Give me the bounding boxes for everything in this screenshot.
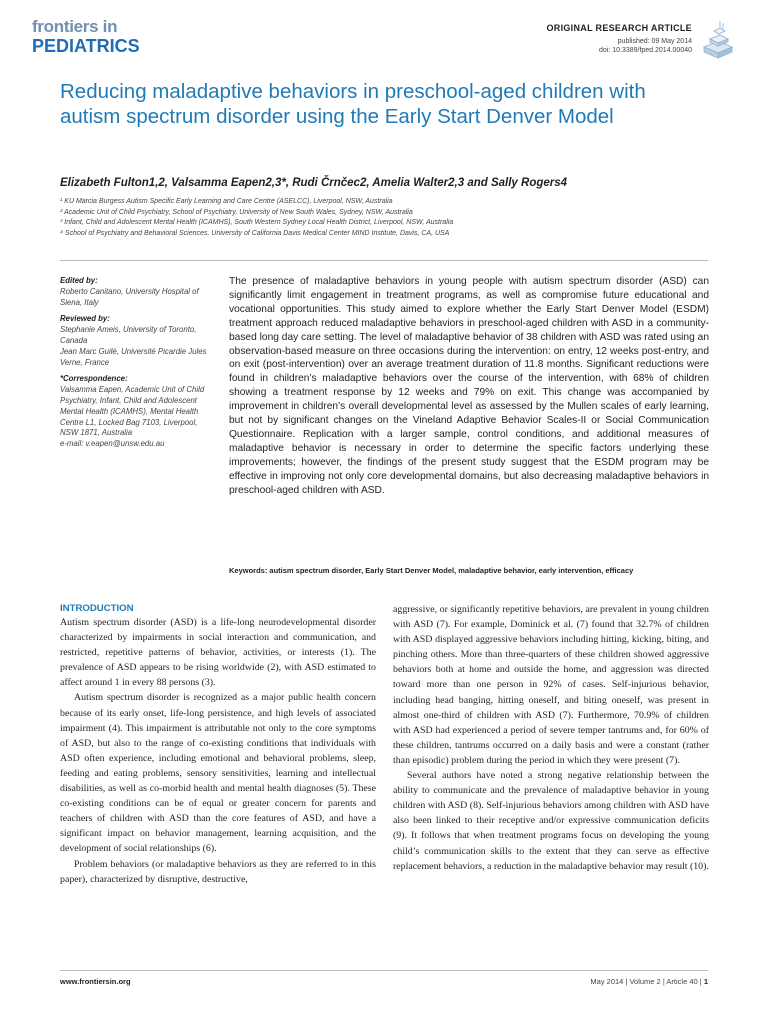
- paragraph: Several authors have noted a strong negative relationship between the ability to communicate and the prevalence of maladaptive behavior in young children with ASD (8). Self-injurious behaviors among children with ASD have also been linked to their receptive and/or expressive communication deficits (9). It follows that when treatment programs focus on developing the young child’s communication skills to the extent that they can serve as effective replacement behaviors, a reduction in the maladaptive behavior may result (10).: [393, 770, 709, 872]
- affiliation-3: ³ Infant, Child and Adolescent Mental Health (ICAMHS), South Western Sydney Local Health District, Liverpool, NSW, Australia: [60, 219, 454, 226]
- page-number: 1: [703, 977, 708, 986]
- correspondence: Valsamma Eapen, Academic Unit of Child Psychiatry, Infant, Child and Adolescent Mental Health (ICAMHS), Mental Health Centre L1, Locked Bag 7103, Liverpool, NSW 1871, Australia e-mail: v.eapen@unsw.edu.au: [60, 385, 205, 449]
- body-column-right: [393, 602, 709, 874]
- published-date: published: 09 May 2014: [617, 38, 692, 45]
- affiliation-1: ¹ KU Marcia Burgess Autism Specific Early Learning and Care Centre (ASELCC), Liverpool, NSW, Australia: [60, 198, 393, 205]
- affiliation-4: ⁴ School of Psychiatry and Behavioral Sciences, University of California Davis Medical Center MIND Institute, Davis, CA, USA: [60, 229, 450, 237]
- reviewed-by: Stephanie Ameis, University of Toronto, Canada Jean Marc Guilé, Université Picardie Jules Verne, France: [60, 325, 207, 367]
- doi: doi: 10.3389/fped.2014.00040: [598, 47, 692, 54]
- issue-info: May 2014 | Volume 2 | Article 40 |: [590, 977, 702, 986]
- frontiers-emblem-icon: [696, 17, 740, 61]
- affiliation-2: ² Academic Unit of Child Psychiatry, School of Psychiatry, University of New South Wales, Sydney, NSW, Australia: [60, 208, 413, 216]
- author-list: Elizabeth Fulton1,2, Valsamma Eapen2,3*, Rudi Črnčec2, Amelia Walter2,3 and Sally Rogers4: [60, 177, 568, 189]
- footer-divider: [60, 970, 708, 971]
- edited-by-label: Edited by:: [60, 276, 98, 285]
- journal-website-link[interactable]: www.frontiersin.org: [60, 977, 131, 986]
- paragraph: Autism spectrum disorder (ASD) is a life-long neurodevelopmental disorder characterized by impairments in social interaction and communication, and restricted, repetitive patterns of behavior, activities, or interests (1). The prevalence of ASD appears to be rising worldwide (2), with ASD estimated to affect around 1 in every 88 persons (3).: [60, 617, 376, 689]
- header-divider: [60, 260, 708, 261]
- journal-logo-line2: PEDIATRICS: [32, 36, 140, 56]
- reviewed-by-label: Reviewed by:: [60, 314, 110, 324]
- correspondence-label: *Correspondence:: [60, 374, 128, 384]
- paragraph: aggressive, or significantly repetitive behaviors, are prevalent in young children with ASD (7). For example, Dominick et al. (7) found that 32.7% of children with ASD displayed aggressive behaviors including hitting, kicking, biting, and pinching others. More than three-quarters of these children showed aggressive behaviors both at home and outside the home, and aggression was directed toward more than one person in 92% of cases. Self-injurious behavior, including head banging, hitting oneself, and biting oneself, was present in almost one-third of children with ASD (7). Furthermore, 70.9% of children with ASD had experienced a period of severe temper tantrums and, for 60% of these children, tantrums occurred on a daily basis and were a constant (rather than episodic) problem during the period in which they were present (7).: [393, 604, 709, 766]
- footer-citation: [590, 977, 708, 986]
- keywords: Keywords: autism spectrum disorder, Early Start Denver Model, maladaptive behavior, early intervention, efficacy: [229, 566, 634, 575]
- journal-logo-line1: frontiers in: [32, 17, 118, 36]
- edited-by: Roberto Canitano, University Hospital of Siena, Italy: [60, 286, 199, 307]
- abstract: The presence of maladaptive behaviors in young people with autism spectrum disorder (ASD) can significantly limit engagement in treatment programs, as well as compromise future educational and vocational opportunities. This study aimed to explore whether the Early Start Denver Model (ESDM) treatment approach reduced maladaptive behaviors in preschool-aged children with ASD in a community-based long day care setting. The level of maladaptive behavior of 38 children with ASD was rated using an observation-based measure on three occasions during the intervention: on entry, 12 weeks post-entry, and on exit (post-intervention) over an average treatment duration of 11.8 months. Significant reductions were found in children’s maladaptive behaviors over the course of the intervention, with 68% of children showing a treatment response by 12 weeks and 79% on exit. This change was accompanied by improvement in children’s overall developmental level as assessed by the Mullen scales of early learning, but not by significant changes on the Vineland Adaptive Behavior Scales-II or Social Communication Questionnaire. Replication with a larger sample, control conditions, and additional measures of maladaptive behavior is necessary in order to determine the specific factors underlying these improvements; however, the findings of the present study suggest that the ESDM program may be effective in improving not only core developmental domains, but also decreasing maladaptive behaviors in preschool-aged children with ASD.: [229, 276, 709, 496]
- affiliations: [60, 197, 720, 239]
- paragraph: Autism spectrum disorder is recognized as a major public health concern because of its early onset, life-long persistence, and high levels of associated impairment (4). This impairment is attributable not only to the core symptoms of ASD, but also to the range of co-existing conditions that individuals with ASD often experience, including emotional and behavioral problems, sleep, feeding and eating problems, sensory sensitivities, learning and intellectual disabilities, as well as co-morbid health and mental health diagnoses (5). These co-existing conditions can be of equal or greater concern for parents and teachers of children with ASD than the core features of ASD, and have a significant impact on behavior management, learning acquisition, and the development of social relationships (6).: [60, 692, 376, 855]
- article-type: ORIGINAL RESEARCH ARTICLE: [546, 23, 692, 33]
- paragraph: Problem behaviors (or maladaptive behaviors as they are referred to in this paper), characterized by disruptive, destructive,: [60, 858, 376, 885]
- body-column-left: [60, 602, 376, 887]
- article-title: Reducing maladaptive behaviors in preschool-aged children with autism spectrum disorder using the Early Start Denver Model: [60, 80, 646, 128]
- editorial-sidebar: [60, 276, 215, 450]
- section-heading-introduction: INTRODUCTION: [60, 603, 134, 614]
